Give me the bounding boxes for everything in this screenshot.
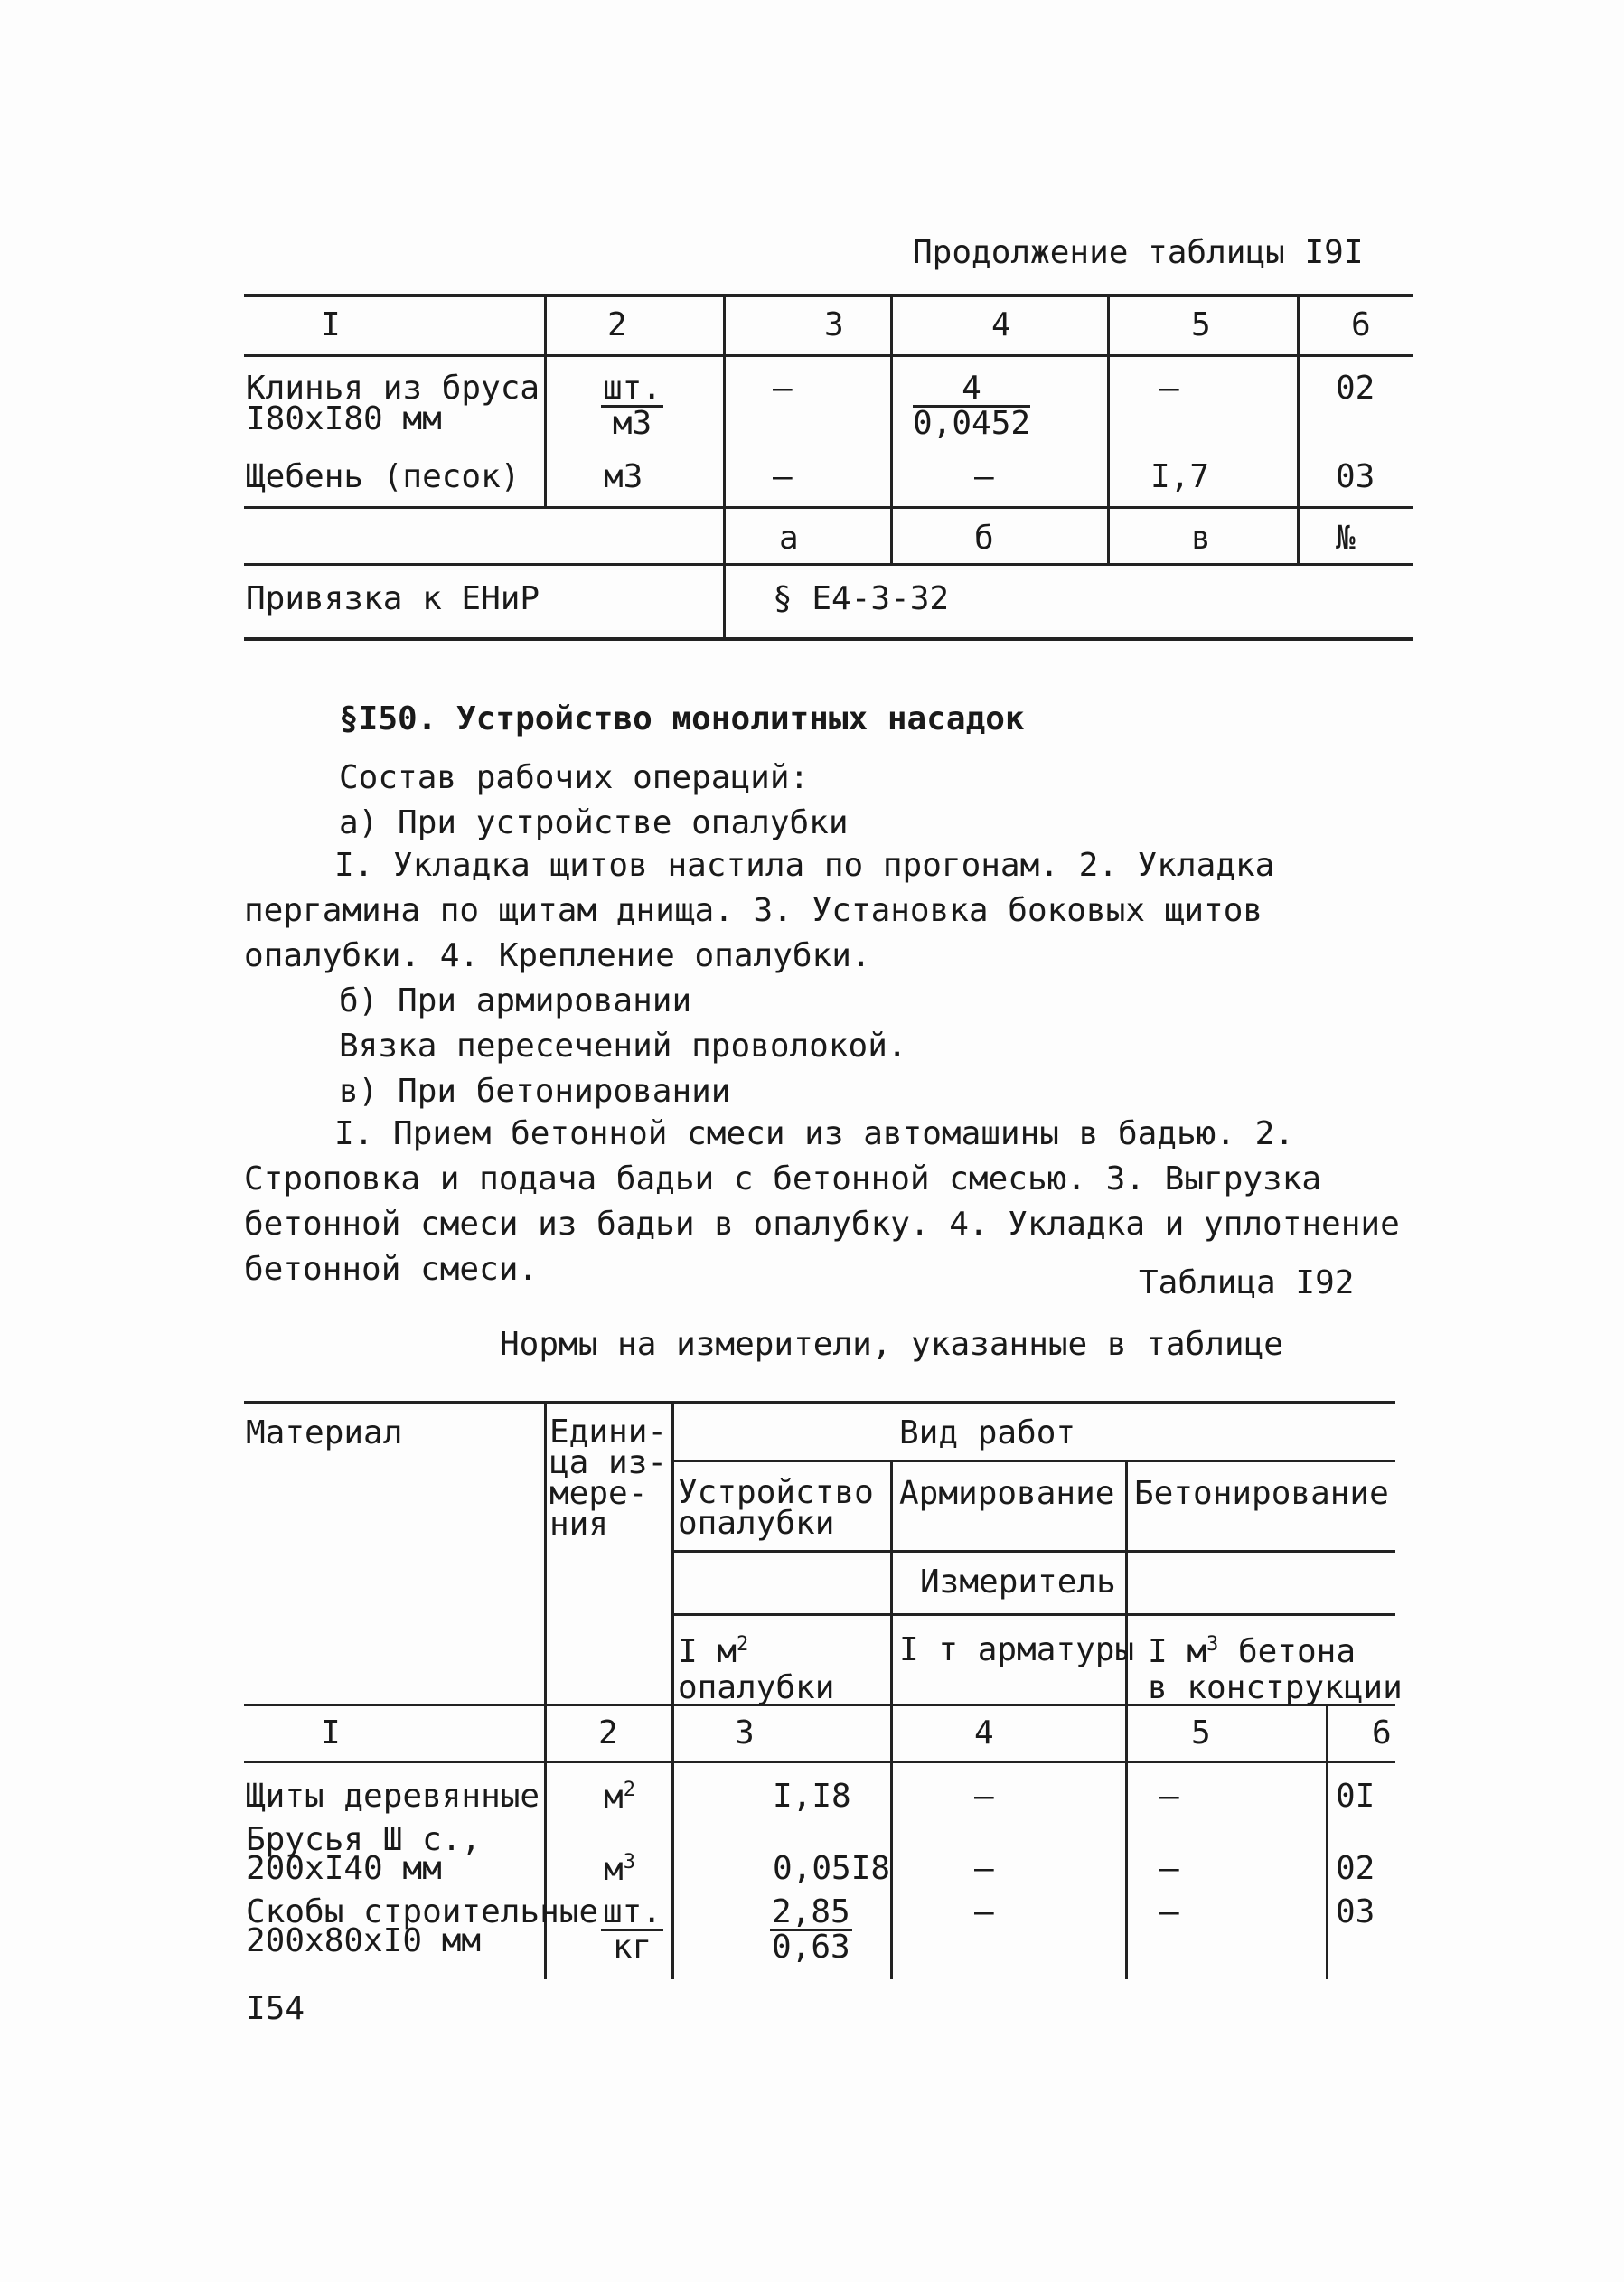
table-191-continuation-title: Продолжение таблицы I9I [913, 234, 1364, 271]
unit-text: м [604, 1851, 624, 1888]
table-rule [244, 1401, 1395, 1404]
column-letter: в [1191, 520, 1211, 557]
table-rule [244, 294, 1413, 297]
cell-value: I,I8 [773, 1778, 851, 1815]
cell-value: – [773, 370, 793, 407]
column-number: 3 [824, 306, 844, 343]
table-192-title: Нормы на измерители, указанные в таблице [500, 1326, 1283, 1363]
unit-numerator: шт. [603, 370, 662, 407]
column-letter: а [779, 520, 799, 557]
header-unit-line: ца из- [549, 1444, 668, 1481]
header-meter-text: в конструкции [1148, 1669, 1403, 1706]
operations-title: Состав рабочих операций: [339, 759, 810, 796]
cell-value: – [1159, 370, 1179, 407]
value-numerator: 2,85 [772, 1893, 850, 1930]
material-name: Брусья Ш с., [246, 1821, 482, 1858]
cell-value: 0,05I8 [773, 1850, 891, 1887]
subsection-b-title: б) При армировании [339, 982, 692, 1019]
column-letter: б [974, 520, 994, 557]
header-meter-text: I м [1148, 1633, 1207, 1670]
column-number: 2 [598, 1714, 618, 1751]
value-fraction [913, 372, 1030, 440]
header-unit-line: мере- [549, 1475, 648, 1512]
unit: м3 [604, 458, 643, 495]
page-number: I54 [246, 1990, 305, 2027]
material-size: 200x80xI0 мм [246, 1922, 482, 1959]
table-rule [671, 1460, 1395, 1462]
table-rule [244, 506, 1413, 509]
header-meter-concrete [1148, 1627, 1403, 1706]
value-numerator: 4 [913, 372, 1030, 408]
enir-link-value: § Е4-3-32 [773, 580, 950, 617]
header-concreting: Бетонирование [1134, 1475, 1389, 1512]
header-meter-formwork [678, 1627, 834, 1706]
header-meter: Измеритель [920, 1564, 1116, 1601]
table-divider [1297, 294, 1300, 566]
row-code: 03 [1336, 1893, 1375, 1930]
table-divider [544, 1401, 547, 1979]
row-code: 02 [1336, 370, 1375, 407]
superscript: 2 [737, 1633, 749, 1656]
enir-link-label: Привязка к ЕНиР [246, 580, 540, 617]
cell-value: – [1159, 1893, 1179, 1930]
table-divider [723, 294, 726, 641]
row-code: 02 [1336, 1850, 1375, 1887]
table-divider [544, 294, 547, 509]
unit-text: м [604, 1779, 624, 1816]
value-denominator: 0,63 [772, 1929, 850, 1966]
table-rule [244, 1761, 1395, 1763]
unit-numerator: шт. [603, 1893, 662, 1930]
header-unit-line: Едини- [549, 1413, 668, 1451]
table-divider [1107, 294, 1110, 566]
header-work-type: Вид работ [899, 1414, 1076, 1451]
superscript: 3 [623, 1851, 635, 1873]
header-formwork-line: опалубки [678, 1505, 835, 1542]
row-code: 0I [1336, 1778, 1375, 1815]
cell-value: – [1159, 1850, 1179, 1887]
table-rule [244, 563, 1413, 566]
column-number: 6 [1351, 306, 1371, 343]
header-meter-text: бетона [1218, 1633, 1356, 1670]
cell-value: – [974, 1778, 994, 1815]
superscript: 3 [1206, 1633, 1219, 1656]
column-number: 4 [991, 306, 1011, 343]
table-rule [244, 637, 1413, 641]
material-name: Щебень (песок) [246, 458, 521, 495]
column-number: 3 [735, 1714, 755, 1751]
table-rule [671, 1613, 1395, 1616]
header-formwork-line: Устройство [678, 1474, 874, 1511]
subsection-b-text: Вязка пересечений проволокой. [339, 1028, 907, 1065]
unit [604, 1780, 635, 1814]
table-192-label: Таблица I92 [1139, 1264, 1355, 1301]
column-number: 6 [1372, 1714, 1392, 1751]
subsection-c-text: I. Прием бетонной смеси из автомашины в бадью. 2. Строповка и подача бадьи с бетонной смесью. 3. Выгрузка бетонной смеси из бадьи в опалубку. 4. Укладка и уплотнение бетонной смеси. [244, 1115, 1400, 1288]
material-name: Скобы строительные [246, 1893, 599, 1930]
column-number: 5 [1191, 1714, 1211, 1751]
table-rule [244, 354, 1413, 357]
cell-value: – [773, 458, 793, 495]
subsection-c-title: в) При бетонировании [339, 1073, 731, 1110]
header-unit-line: ния [549, 1506, 609, 1543]
column-number: I [321, 306, 341, 343]
table-divider [1125, 1460, 1128, 1979]
cell-value: – [974, 1850, 994, 1887]
column-number: I [321, 1714, 341, 1751]
table-divider [890, 294, 893, 566]
header-reinforcement: Армирование [899, 1475, 1115, 1512]
column-number: 5 [1191, 306, 1211, 343]
value-denominator: 0,0452 [913, 405, 1031, 442]
unit [604, 1853, 635, 1886]
subsection-a-text: I. Укладка щитов настила по прогонам. 2. Укладка пергамина по щитам днища. 3. Установка боковых щитов опалубки. 4. Крепление опалубки. [244, 847, 1275, 974]
unit-denominator: кг [612, 1929, 652, 1966]
header-meter-text: опалубки [678, 1669, 835, 1706]
header-unit [549, 1413, 668, 1543]
material-name: Щиты деревянные [246, 1778, 540, 1815]
cell-value: I,7 [1150, 458, 1210, 495]
table-divider [890, 1460, 893, 1979]
column-number: 4 [974, 1714, 994, 1751]
material-name: Клинья из бруса [246, 370, 540, 407]
header-meter-reinforcement: I т арматуры [899, 1631, 1135, 1668]
header-meter-text: I м [678, 1633, 737, 1670]
header-material: Материал [246, 1414, 403, 1451]
table-rule [671, 1550, 1395, 1553]
header-formwork [678, 1474, 874, 1542]
table-divider [1326, 1704, 1328, 1979]
material-size: 200xI40 мм [246, 1850, 442, 1887]
superscript: 2 [623, 1779, 635, 1801]
cell-value: – [1159, 1778, 1179, 1815]
table-divider [671, 1401, 674, 1979]
column-number: 2 [607, 306, 627, 343]
unit-fraction [601, 1893, 663, 1966]
row-code: 03 [1336, 458, 1375, 495]
material-size: I80xI80 мм [246, 400, 442, 437]
unit-denominator: м3 [612, 405, 652, 442]
cell-value: – [974, 458, 994, 495]
column-letter: № [1336, 520, 1356, 557]
cell-value: – [974, 1893, 994, 1930]
section-heading: §I50. Устройство монолитных насадок [339, 700, 1025, 737]
unit-fraction [601, 372, 663, 440]
value-fraction [770, 1893, 852, 1966]
subsection-a-title: а) При устройстве опалубки [339, 804, 849, 841]
